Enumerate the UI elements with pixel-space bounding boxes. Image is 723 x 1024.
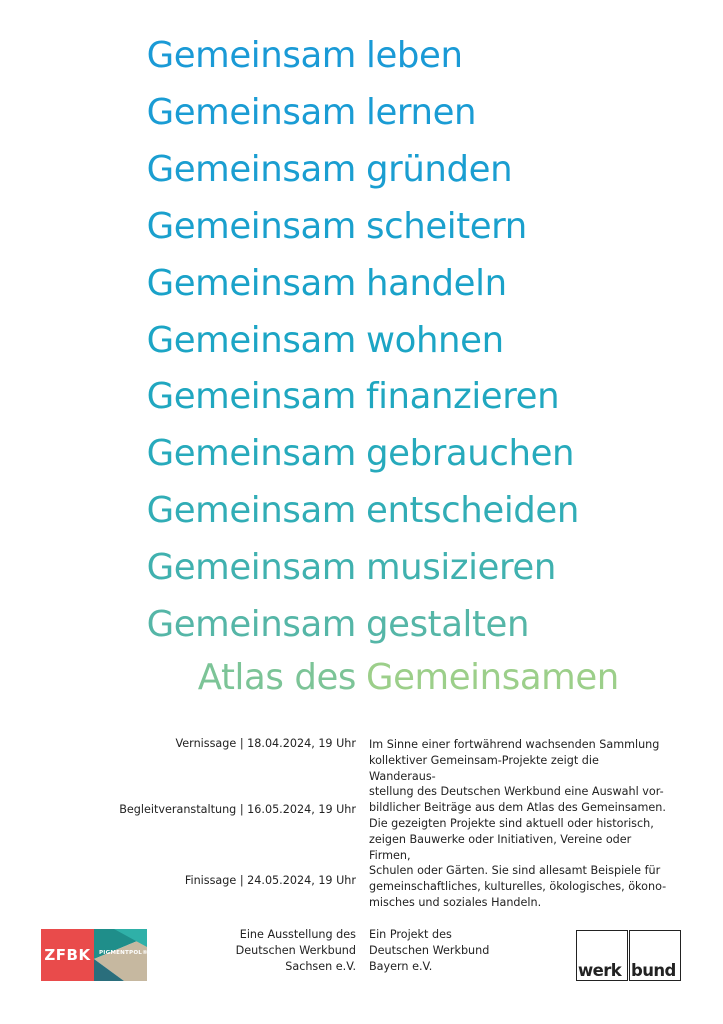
headline-row bbox=[0, 28, 723, 84]
description-line: stellung des Deutschen Werkbund eine Auswahl vor- bbox=[369, 785, 664, 799]
description-text bbox=[369, 737, 669, 911]
headline-word-verb: leben bbox=[366, 35, 463, 76]
headline-word-verb: gestalten bbox=[366, 604, 530, 645]
credit-sachsen bbox=[236, 927, 356, 975]
credit-line: Eine Ausstellung des bbox=[239, 928, 356, 941]
headline-word-gemeinsam: Gemeinsam bbox=[146, 376, 356, 418]
headline-row bbox=[0, 199, 723, 255]
event-vernissage: Vernissage | 18.04.2024, 19 Uhr bbox=[175, 737, 356, 750]
credit-line: Ein Projekt des bbox=[369, 928, 452, 941]
headline-row bbox=[0, 313, 723, 369]
pigmentpol-logo-text: PIGMENTPOL® bbox=[99, 950, 148, 956]
description-line: gemeinschaftliches, kulturelles, ökologisches, ökono- bbox=[369, 880, 667, 894]
headline-word-verb: lernen bbox=[366, 91, 477, 133]
headline-row bbox=[0, 426, 723, 482]
headline-word-gemeinsam: Gemeinsam bbox=[146, 205, 356, 247]
headline-word-verb: gründen bbox=[366, 148, 513, 190]
credit-line: Bayern e.V. bbox=[369, 960, 433, 973]
credit-line: Deutschen Werkbund bbox=[235, 944, 356, 957]
zfbk-pigmentpol-logo bbox=[41, 929, 147, 981]
headline-word-verb: scheitern bbox=[366, 205, 527, 247]
headline-word-verb: finanzieren bbox=[366, 376, 560, 418]
description-line: bildlicher Beiträge aus dem Atlas des Gemeinsamen. bbox=[369, 801, 666, 815]
headline-row bbox=[0, 85, 723, 141]
description-line: Schulen oder Gärten. Sie sind allesamt Beispiele für bbox=[369, 864, 661, 878]
event-finissage: Finissage | 24.05.2024, 19 Uhr bbox=[184, 874, 356, 887]
headline-word-verb: gebrauchen bbox=[366, 433, 575, 475]
headline-word-verb: handeln bbox=[366, 262, 507, 304]
description-line: Im Sinne einer fortwährend wachsenden Sammlung bbox=[369, 738, 660, 751]
headline-word-verb: entscheiden bbox=[366, 490, 579, 532]
headline-word-gemeinsam: Gemeinsam bbox=[146, 148, 356, 190]
description-line: misches und soziales Handeln. bbox=[369, 895, 542, 909]
headline-word-gemeinsam: Gemeinsam bbox=[146, 262, 356, 304]
description-line: zeigen Bauwerke oder Initiativen, Vereine oder Firmen, bbox=[369, 832, 632, 862]
headline-row bbox=[0, 540, 723, 596]
headline-row bbox=[0, 597, 723, 653]
event-begleitveranstaltung: Begleitveranstaltung | 16.05.2024, 19 Uhr bbox=[119, 803, 356, 816]
atlas-title bbox=[0, 650, 723, 706]
headline-word-gemeinsam: Gemeinsam bbox=[146, 604, 356, 645]
werkbund-logo-word-1: werk bbox=[578, 961, 622, 980]
headline-word-gemeinsam: Gemeinsam bbox=[146, 433, 356, 475]
credit-line: Sachsen e.V. bbox=[285, 960, 356, 973]
atlas-title-right: Gemeinsamen bbox=[366, 657, 619, 698]
headline-row bbox=[0, 369, 723, 425]
headline-word-gemeinsam: Gemeinsam bbox=[146, 91, 356, 133]
headline-word-verb: musizieren bbox=[366, 547, 556, 589]
headline-word-gemeinsam: Gemeinsam bbox=[146, 547, 356, 589]
atlas-title-left: Atlas des bbox=[197, 657, 356, 698]
headline-row bbox=[0, 256, 723, 312]
headline-row bbox=[0, 483, 723, 539]
zfbk-logo-text: ZFBK bbox=[41, 929, 94, 981]
headline-word-gemeinsam: Gemeinsam bbox=[146, 490, 356, 532]
headline-row bbox=[0, 142, 723, 198]
headline-word-gemeinsam: Gemeinsam bbox=[146, 319, 356, 361]
description-line: kollektiver Gemeinsam-Projekte zeigt die Wanderaus- bbox=[369, 753, 599, 783]
credit-bayern bbox=[369, 927, 489, 975]
headline-word-verb: wohnen bbox=[366, 319, 504, 361]
description-line: Die gezeigten Projekte sind aktuell oder historisch, bbox=[369, 816, 654, 830]
credit-line: Deutschen Werkbund bbox=[369, 944, 490, 957]
werkbund-logo bbox=[576, 930, 682, 981]
werkbund-logo-word-2: bund bbox=[631, 961, 676, 980]
headline-word-gemeinsam: Gemeinsam bbox=[146, 35, 356, 76]
